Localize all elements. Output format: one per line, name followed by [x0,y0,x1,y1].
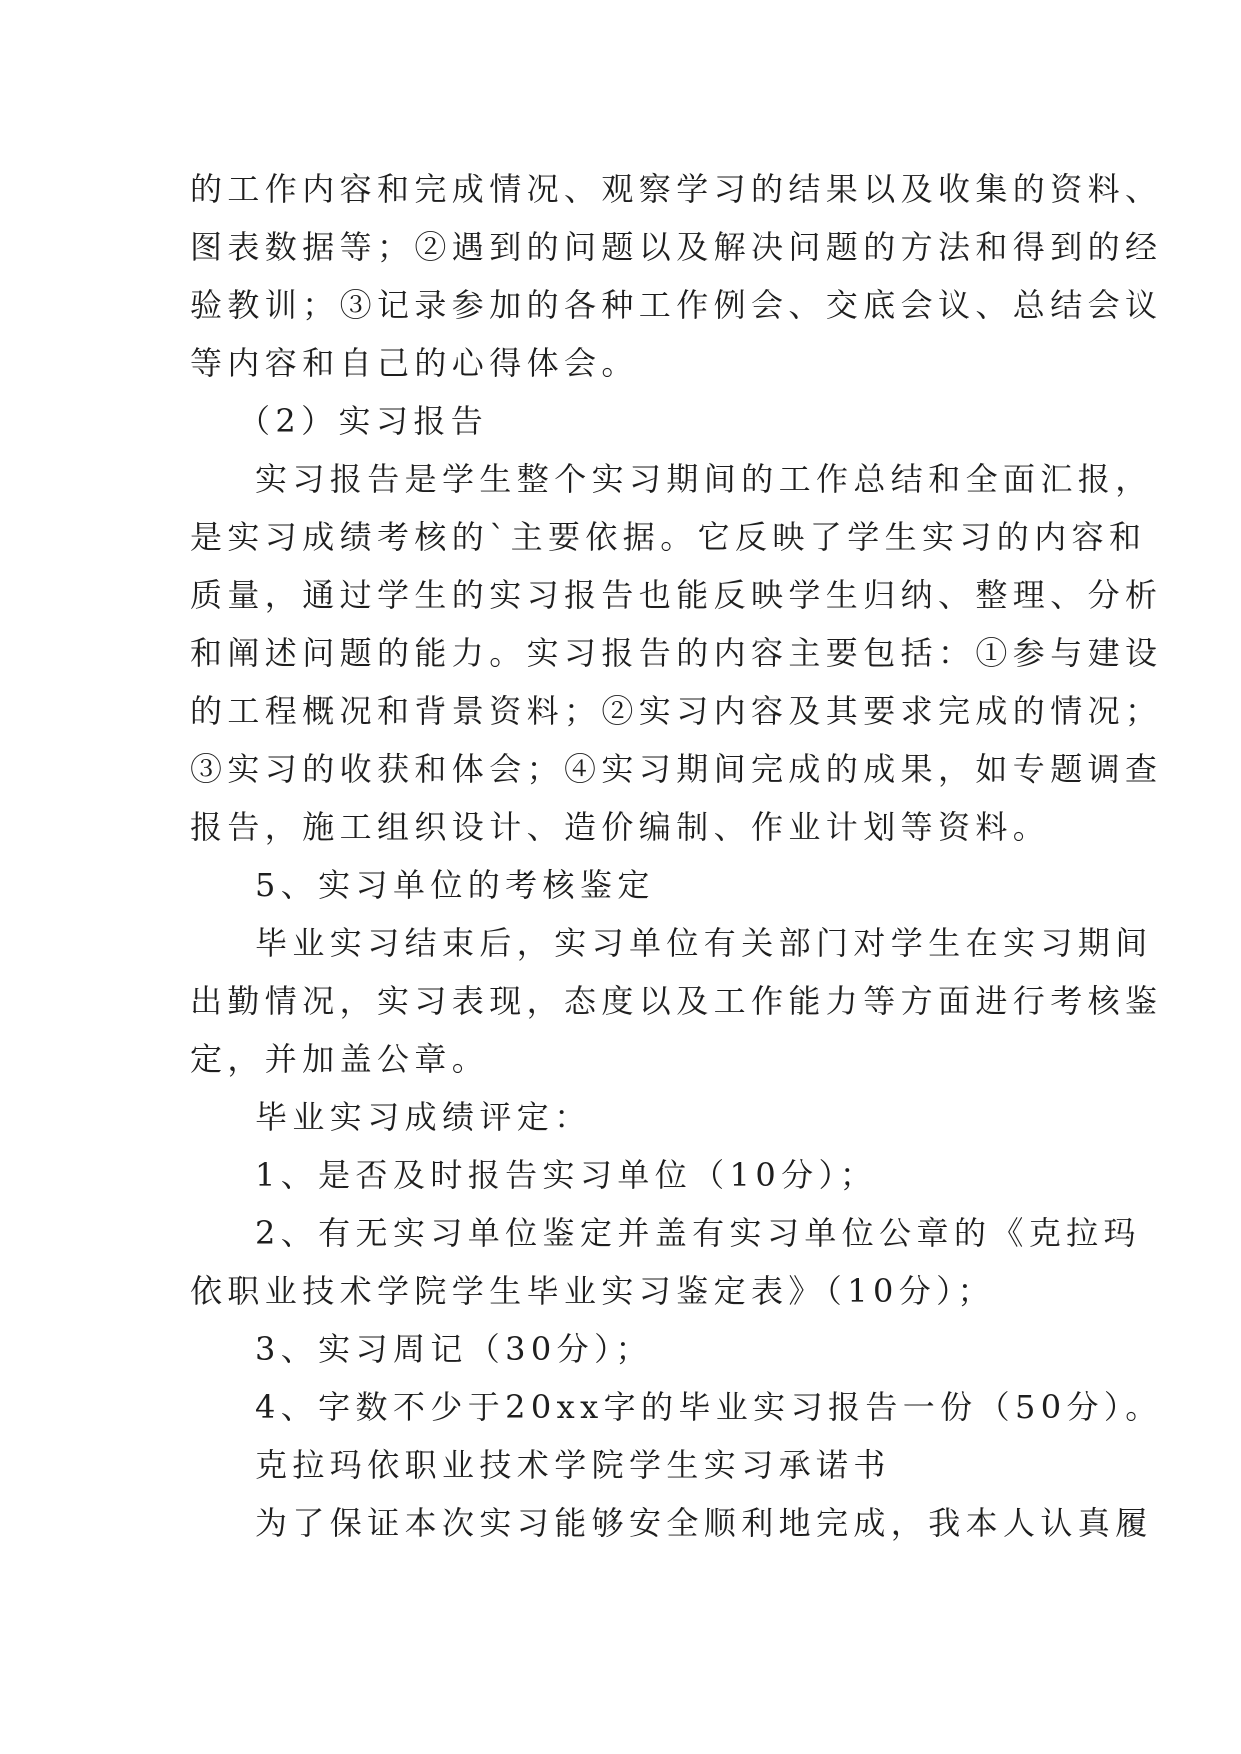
paragraph-line: 等内容和自己的心得体会。 [190,344,639,382]
list-item-continuation: 依职业技术学院学生毕业实习鉴定表》（10分）； [190,1272,995,1310]
list-item: 2、有无实习单位鉴定并盖有实习单位公章的《克拉玛 [255,1214,1141,1252]
paragraph-line: 的工程概况和背景资料；②实习内容及其要求完成的情况； [190,692,1163,730]
paragraph-line: 的工作内容和完成情况、观察学习的结果以及收集的资料、 [190,170,1163,208]
section-heading: 毕业实习成绩评定： [255,1098,592,1136]
paragraph-line: 和阐述问题的能力。实习报告的内容主要包括：①参与建设 [190,634,1163,672]
list-item: 4、字数不少于20xx字的毕业实习报告一份（50分）。 [255,1388,1163,1426]
paragraph-line: 实习报告是学生整个实习期间的工作总结和全面汇报， [255,460,1153,498]
section-heading: 克拉玛依职业技术学院学生实习承诺书 [255,1446,891,1484]
paragraph-line: 出勤情况，实习表现，态度以及工作能力等方面进行考核鉴 [190,982,1163,1020]
paragraph-line: 毕业实习结束后，实习单位有关部门对学生在实习期间 [255,924,1153,962]
list-item: 1、是否及时报告实习单位（10分）； [255,1156,878,1194]
paragraph-line: 是实习成绩考核的`主要依据。它反映了学生实习的内容和 [190,518,1147,556]
section-heading: 5、实习单位的考核鉴定 [255,866,655,904]
section-heading: （2）实习报告 [238,402,489,440]
list-item: 3、实习周记（30分）； [255,1330,653,1368]
paragraph-line: 定，并加盖公章。 [190,1040,490,1078]
paragraph-line: 图表数据等；②遇到的问题以及解决问题的方法和得到的经 [190,228,1163,266]
paragraph-line: 报告，施工组织设计、造价编制、作业计划等资料。 [190,808,1051,846]
paragraph-line: 验教训；③记录参加的各种工作例会、交底会议、总结会议 [190,286,1163,324]
paragraph-line: 质量，通过学生的实习报告也能反映学生归纳、整理、分析 [190,576,1163,614]
paragraph-line: 为了保证本次实习能够安全顺利地完成，我本人认真履 [255,1504,1153,1542]
document-body [190,160,1163,1552]
paragraph-line: ③实习的收获和体会；④实习期间完成的成果，如专题调查 [190,750,1163,788]
